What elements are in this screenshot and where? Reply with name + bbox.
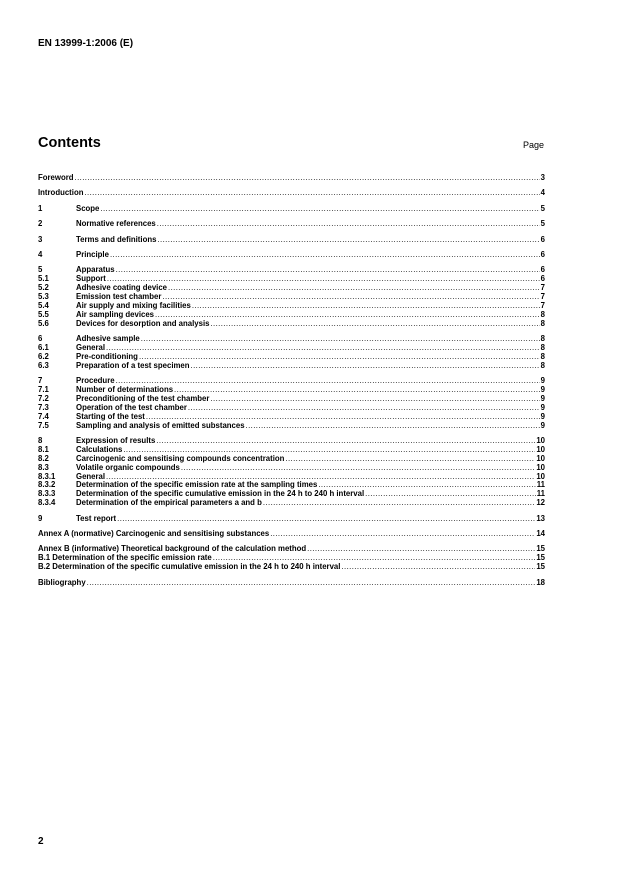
toc-entry-title: Determination of the specific emission rate at the sampling times <box>76 480 318 490</box>
toc-dot-leader <box>117 515 535 524</box>
toc-entry[interactable] <box>38 205 545 214</box>
toc-entry-title: B.1 Determination of the specific emission rate <box>38 553 212 563</box>
toc-entry[interactable] <box>38 464 545 473</box>
toc-dot-leader <box>116 266 540 275</box>
toc-entry-title: Operation of the test chamber <box>76 402 187 412</box>
toc-dot-leader <box>270 530 535 539</box>
toc-entry[interactable] <box>38 530 545 539</box>
toc-entry-page: 9 <box>540 411 545 421</box>
toc-entry-title: B.2 Determination of the specific cumulative emission in the 24 h to 240 h interval <box>38 562 341 572</box>
toc-entry-number: 5.4 <box>38 300 49 310</box>
toc-dot-leader <box>162 293 539 302</box>
toc-dot-leader <box>157 220 540 229</box>
toc-entry-title: Introduction <box>38 188 84 198</box>
toc-dot-leader <box>87 579 536 588</box>
toc-dot-leader <box>181 464 535 473</box>
toc-entry-page: 7 <box>540 292 545 302</box>
toc-entry-number: 8 <box>38 435 43 445</box>
toc-entry[interactable] <box>38 335 545 344</box>
toc-entry-page: 6 <box>540 249 545 259</box>
toc-entry-page: 14 <box>536 529 545 538</box>
toc-entry-number: 7.1 <box>38 385 49 395</box>
toc-entry-page: 13 <box>536 513 545 523</box>
toc-entry-title: Foreword <box>38 173 74 182</box>
toc-dot-leader <box>341 563 535 572</box>
toc-entry-page: 9 <box>540 402 545 412</box>
toc-entry-page: 4 <box>540 188 545 198</box>
toc-dot-leader <box>285 455 535 464</box>
toc-entry-number: 4 <box>38 249 43 259</box>
toc-entry-number: 7.2 <box>38 393 49 403</box>
toc-dot-leader <box>307 545 535 554</box>
toc-entry-number: 5.6 <box>38 318 49 328</box>
page-number: 2 <box>38 836 44 847</box>
toc-dot-leader <box>100 205 539 214</box>
toc-entry[interactable] <box>38 499 545 508</box>
toc-entry-page: 10 <box>536 471 545 481</box>
toc-entry-number: 5.1 <box>38 274 49 284</box>
toc-dot-leader <box>116 377 540 386</box>
toc-dot-leader <box>110 251 540 260</box>
toc-entry-page: 10 <box>536 435 545 445</box>
toc-entry-title: General <box>76 342 106 352</box>
toc-entry-page: 8 <box>540 334 545 344</box>
toc-entry-title: Calculations <box>76 444 123 454</box>
toc-entry-page: 5 <box>540 203 545 213</box>
toc-entry-title: Principle <box>76 249 109 259</box>
toc-entry-page: 11 <box>536 480 545 490</box>
toc-entry-title: Sampling and analysis of emitted substances <box>76 420 245 430</box>
table-of-contents <box>38 174 545 587</box>
toc-entry-page: 7 <box>540 300 545 310</box>
toc-entry-title: Scope <box>76 203 100 213</box>
toc-entry-title: Pre-conditioning <box>76 351 138 361</box>
toc-dot-leader <box>188 404 540 413</box>
toc-entry-number: 8.3 <box>38 462 49 472</box>
toc-entry-number: 5.5 <box>38 309 49 319</box>
toc-entry-page: 18 <box>536 577 545 587</box>
toc-dot-leader <box>191 362 540 371</box>
toc-entry[interactable] <box>38 220 545 229</box>
toc-entry[interactable] <box>38 189 545 198</box>
toc-dot-leader <box>156 437 535 446</box>
toc-entry-title: Determination of the specific cumulative emission in the 24 h to 240 h interval <box>76 489 365 499</box>
toc-entry-number: 6.2 <box>38 351 49 361</box>
toc-entry-page: 8 <box>540 309 545 319</box>
toc-entry-title: Terms and definitions <box>76 234 157 244</box>
toc-entry-number: 7.4 <box>38 411 49 421</box>
toc-entry-page: 10 <box>536 462 545 472</box>
toc-entry-title: Procedure <box>76 376 115 386</box>
toc-entry-number: 8.3.3 <box>38 489 56 499</box>
toc-dot-leader <box>246 422 540 431</box>
toc-entry-title: Starting of the test <box>76 411 145 421</box>
toc-dot-leader <box>157 236 539 245</box>
toc-entry-page: 9 <box>540 420 545 430</box>
toc-entry-page: 9 <box>540 393 545 403</box>
toc-entry-page: 8 <box>540 351 545 361</box>
toc-entry-title: Normative references <box>76 219 156 229</box>
toc-entry-title: Annex A (normative) Carcinogenic and sensitising substances <box>38 529 270 538</box>
toc-dot-leader <box>168 284 540 293</box>
toc-entry-page: 6 <box>540 234 545 244</box>
toc-entry-title: Adhesive sample <box>76 334 140 344</box>
toc-dot-leader <box>139 353 540 362</box>
toc-entry-number: 9 <box>38 513 43 523</box>
toc-entry[interactable] <box>38 563 545 572</box>
toc-entry-title: Apparatus <box>76 265 115 275</box>
toc-entry-title: Air sampling devices <box>76 309 154 319</box>
toc-dot-leader <box>192 302 540 311</box>
toc-entry-page: 9 <box>540 385 545 395</box>
toc-entry-title: Test report <box>76 513 117 523</box>
page-column-label: Page <box>522 140 544 150</box>
toc-entry[interactable] <box>38 266 545 275</box>
toc-entry-title: Adhesive coating device <box>76 283 167 293</box>
toc-entry-number: 8.3.1 <box>38 471 56 481</box>
toc-entry-number: 8.3.4 <box>38 498 56 508</box>
toc-dot-leader <box>210 320 539 329</box>
toc-dot-leader <box>365 490 536 499</box>
toc-entry-page: 15 <box>536 562 545 572</box>
toc-entry-number: 6 <box>38 334 43 344</box>
toc-entry-number: 5.2 <box>38 283 49 293</box>
toc-entry-number: 2 <box>38 219 43 229</box>
document-id: EN 13999-1:2006 (E) <box>38 38 134 49</box>
toc-entry-title: Devices for desorption and analysis <box>76 318 210 328</box>
toc-dot-leader <box>263 499 535 508</box>
toc-entry-page: 10 <box>536 453 545 463</box>
toc-entry-number: 6.1 <box>38 342 49 352</box>
toc-entry-page: 6 <box>540 265 545 275</box>
toc-entry[interactable] <box>38 579 545 588</box>
toc-dot-leader <box>210 395 539 404</box>
toc-dot-leader <box>84 189 539 198</box>
contents-heading: Contents <box>38 135 101 151</box>
toc-entry-number: 8.3.2 <box>38 480 56 490</box>
toc-entry-title: Bibliography <box>38 577 86 587</box>
toc-dot-leader <box>155 311 540 320</box>
toc-entry-title: Number of determinations <box>76 385 174 395</box>
toc-entry[interactable] <box>38 362 545 371</box>
toc-entry[interactable] <box>38 174 545 183</box>
toc-entry-page: 10 <box>536 444 545 454</box>
toc-entry-page: 8 <box>540 318 545 328</box>
toc-entry-number: 7.3 <box>38 402 49 412</box>
toc-entry-page: 5 <box>540 219 545 229</box>
toc-entry-page: 3 <box>540 173 545 182</box>
toc-entry-title: General <box>76 471 106 481</box>
toc-dot-leader <box>75 174 540 183</box>
toc-entry-page: 8 <box>540 360 545 370</box>
toc-entry-page: 12 <box>536 498 545 508</box>
toc-dot-leader <box>174 386 540 395</box>
toc-entry-page: 9 <box>540 376 545 386</box>
toc-entry-number: 5.3 <box>38 292 49 302</box>
toc-entry-number: 8.2 <box>38 453 49 463</box>
toc-dot-leader <box>106 344 540 353</box>
toc-entry-number: 1 <box>38 203 43 213</box>
toc-dot-leader <box>107 275 540 284</box>
toc-entry-number: 8.1 <box>38 444 49 454</box>
toc-entry-title: Expression of results <box>76 435 156 445</box>
toc-entry-page: 6 <box>540 274 545 284</box>
toc-entry[interactable] <box>38 320 545 329</box>
toc-entry[interactable] <box>38 515 545 524</box>
toc-entry-title: Volatile organic compounds <box>76 462 180 472</box>
toc-entry-title: Support <box>76 274 106 284</box>
toc-entry-title: Preparation of a test specimen <box>76 360 190 370</box>
toc-entry[interactable] <box>38 251 545 260</box>
toc-entry-title: Preconditioning of the test chamber <box>76 393 210 403</box>
toc-entry-page: 15 <box>536 544 545 554</box>
toc-entry-title: Emission test chamber <box>76 292 162 302</box>
toc-dot-leader <box>141 335 540 344</box>
toc-entry-title: Determination of the empirical parameters a and b <box>76 498 262 508</box>
toc-entry-title: Annex B (informative) Theoretical background of the calculation method <box>38 544 307 554</box>
toc-entry-title: Carcinogenic and sensitising compounds concentration <box>76 453 285 463</box>
toc-entry-page: 11 <box>536 489 545 499</box>
toc-entry[interactable] <box>38 236 545 245</box>
toc-entry[interactable] <box>38 422 545 431</box>
toc-entry-number: 3 <box>38 234 43 244</box>
toc-entry-number: 7 <box>38 376 43 386</box>
toc-entry-number: 6.3 <box>38 360 49 370</box>
toc-entry-number: 5 <box>38 265 43 275</box>
toc-entry-page: 15 <box>536 553 545 563</box>
toc-entry-number: 7.5 <box>38 420 49 430</box>
toc-entry-title: Air supply and mixing facilities <box>76 300 191 310</box>
toc-entry-page: 7 <box>540 283 545 293</box>
toc-entry-page: 8 <box>540 342 545 352</box>
